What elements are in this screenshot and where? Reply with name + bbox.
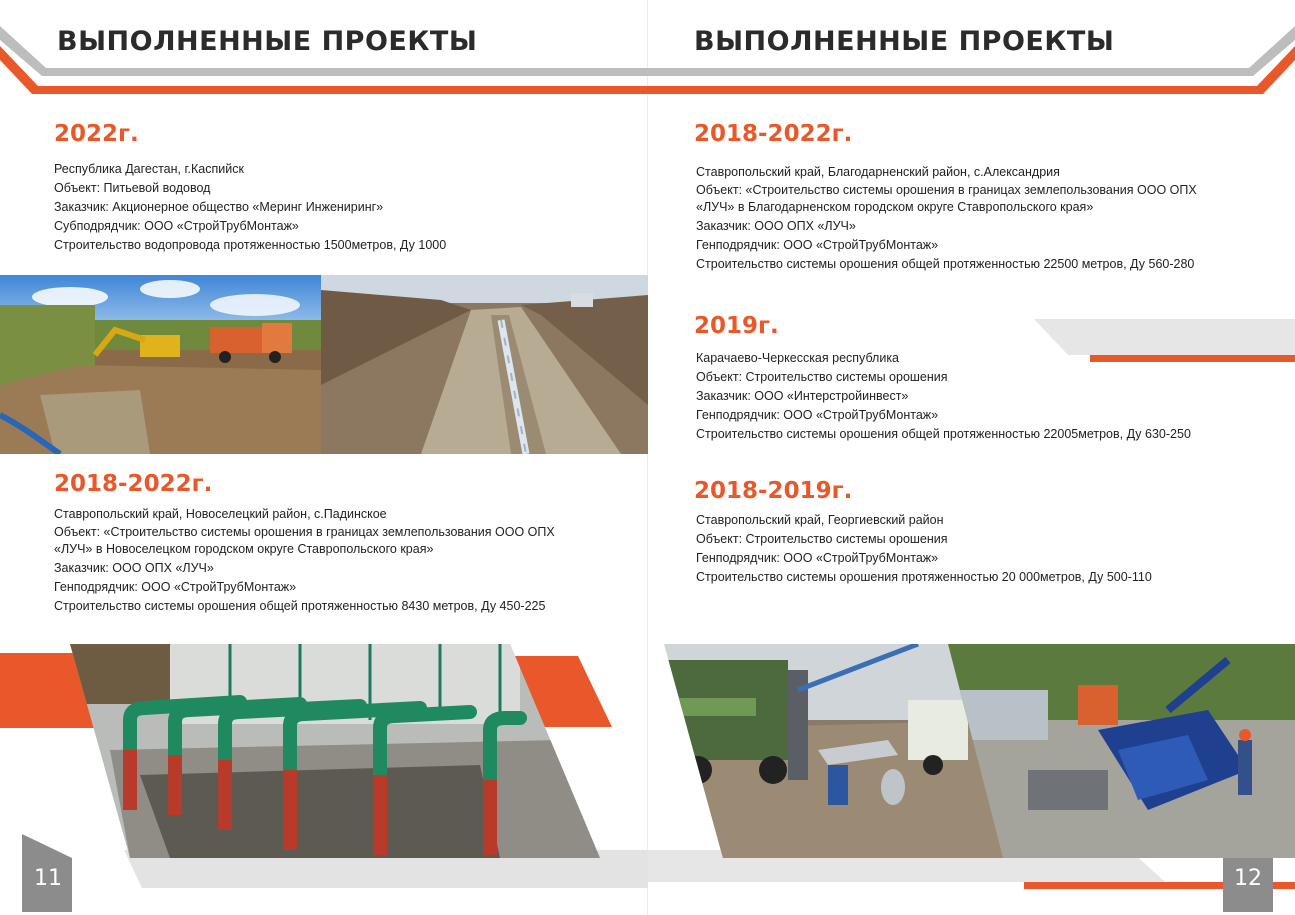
project-year: 2019г. bbox=[694, 313, 779, 339]
project-contractor: Генподрядчик: ООО «СтройТрубМонтаж» bbox=[696, 408, 939, 422]
project-object-cont: «ЛУЧ» в Новоселецком городском округе Ставропольского края» bbox=[54, 542, 434, 556]
project-object-cont: «ЛУЧ» в Благодарненском городском округе Ставропольского края» bbox=[696, 200, 1094, 214]
project-customer: Заказчик: ООО ОПХ «ЛУЧ» bbox=[696, 219, 856, 233]
project-region: Ставропольский край, Новоселецкий район, с.Падинское bbox=[54, 507, 387, 521]
project-year: 2022г. bbox=[54, 121, 139, 147]
project-customer: Заказчик: ООО ОПХ «ЛУЧ» bbox=[54, 561, 214, 575]
project-details bbox=[696, 511, 1286, 587]
project-details bbox=[54, 505, 639, 616]
project-subcontractor: Субподрядчик: ООО «СтройТрубМонтаж» bbox=[54, 219, 299, 233]
project-contractor: Генподрядчик: ООО «СтройТрубМонтаж» bbox=[696, 238, 939, 252]
project-region: Ставропольский край, Георгиевский район bbox=[696, 513, 944, 527]
project-scope: Строительство системы орошения общей протяженностью 8430 метров, Ду 450-225 bbox=[54, 599, 546, 613]
project-scope: Строительство системы орошения общей протяженностью 22500 метров, Ду 560-280 bbox=[696, 257, 1195, 271]
photo-excavator-trench bbox=[0, 275, 321, 454]
project-details bbox=[54, 160, 634, 255]
project-object: Объект: Питьевой водовод bbox=[54, 181, 211, 195]
project-scope: Строительство системы орошения общей протяженностью 22005метров, Ду 630-250 bbox=[696, 427, 1191, 441]
project-object: Объект: «Строительство системы орошения в границах землепользования ООО ОПХ bbox=[54, 525, 555, 539]
left-page-title: ВЫПОЛНЕННЫЕ ПРОЕКТЫ bbox=[57, 26, 478, 57]
project-region: Республика Дагестан, г.Каспийск bbox=[54, 162, 244, 176]
photo-field-works bbox=[648, 640, 1295, 862]
project-year: 2018-2022г. bbox=[694, 121, 853, 147]
project-region: Ставропольский край, Благодарненский район, с.Александрия bbox=[696, 165, 1060, 179]
project-object: Объект: Строительство системы орошения bbox=[696, 370, 948, 384]
project-contractor: Генподрядчик: ООО «СтройТрубМонтаж» bbox=[54, 580, 297, 594]
right-page-title: ВЫПОЛНЕННЫЕ ПРОЕКТЫ bbox=[694, 26, 1115, 57]
project-region: Карачаево-Черкесская республика bbox=[696, 351, 900, 365]
page-number-right: 12 bbox=[1234, 866, 1262, 891]
project-year: 2018-2022г. bbox=[54, 471, 213, 497]
project-customer: Заказчик: ООО «Интерстройинвест» bbox=[696, 389, 909, 403]
project-scope: Строительство системы орошения протяженностью 20 000метров, Ду 500-110 bbox=[696, 570, 1152, 584]
project-year: 2018-2019г. bbox=[694, 478, 853, 504]
project-customer: Заказчик: Акционерное общество «Меринг Инжениринг» bbox=[54, 200, 384, 214]
project-object: Объект: «Строительство системы орошения в границах землепользования ООО ОПХ bbox=[696, 183, 1197, 197]
project-scope: Строительство водопровода протяженностью 1500метров, Ду 1000 bbox=[54, 238, 447, 252]
photo-pump-station bbox=[0, 640, 648, 862]
project-details bbox=[696, 163, 1286, 274]
project-contractor: Генподрядчик: ООО «СтройТрубМонтаж» bbox=[696, 551, 939, 565]
project-details bbox=[696, 349, 1286, 444]
page-number-left: 11 bbox=[34, 866, 62, 891]
project-object: Объект: Строительство системы орошения bbox=[696, 532, 948, 546]
photo-pipeline-trench bbox=[321, 275, 648, 454]
